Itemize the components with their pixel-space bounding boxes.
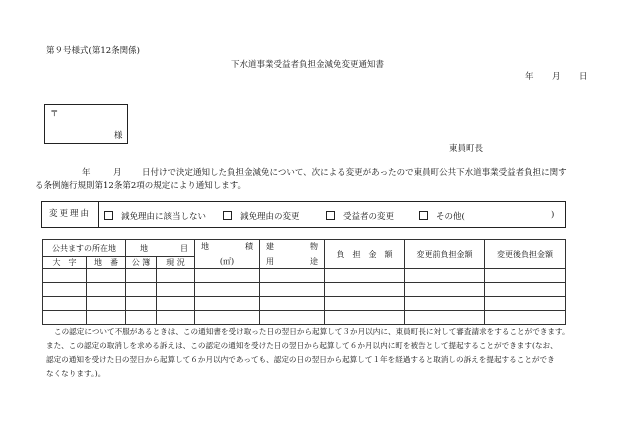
honorific: 様 [114, 131, 123, 141]
chimoku-2: 目 [180, 243, 188, 253]
cell[interactable] [260, 311, 325, 325]
header-after: 変更後負担金額 [485, 240, 566, 269]
yoto-2: 途 [310, 257, 318, 266]
cell[interactable] [405, 269, 485, 283]
note-line-2: また、この認定の取消しを求める訴えは、この認定の通知を受けた日の翌日から起算して６か月以内に町を被告として提起することができます(なお、 [46, 341, 558, 350]
issuer: 東員町長 [449, 144, 484, 154]
cell[interactable] [195, 269, 260, 283]
cell[interactable] [195, 311, 260, 325]
cell[interactable] [43, 283, 87, 297]
cell[interactable] [43, 297, 87, 311]
header-building-use [260, 240, 325, 269]
header-genkyo: 現 況 [157, 257, 195, 269]
cell[interactable] [325, 311, 405, 325]
table-row [43, 297, 566, 311]
header-kobo: 公 簿 [126, 257, 157, 269]
table-row [43, 269, 566, 283]
cell[interactable] [126, 283, 157, 297]
option-not-applicable[interactable] [104, 210, 206, 222]
cell[interactable] [87, 283, 126, 297]
property-table [42, 239, 566, 325]
cell[interactable] [87, 311, 126, 325]
cell[interactable] [485, 283, 566, 297]
option-reason-change[interactable] [223, 210, 300, 222]
option-label: 減免理由の変更 [240, 212, 300, 222]
table-row [43, 311, 566, 325]
address-box [44, 104, 128, 144]
change-reason-box [41, 201, 566, 228]
other-close-paren: ) [551, 210, 555, 220]
date-year: 年 [525, 72, 534, 82]
date-day: 日 [579, 72, 588, 82]
cell[interactable] [325, 269, 405, 283]
tatemono-1: 建 [266, 242, 274, 251]
cell[interactable] [157, 297, 195, 311]
header-chimoku [126, 240, 195, 257]
cell[interactable] [485, 297, 566, 311]
cell[interactable] [43, 269, 87, 283]
header-location: 公共ますの所在地 [43, 240, 126, 257]
cell[interactable] [87, 269, 126, 283]
cell[interactable] [485, 269, 566, 283]
cell[interactable] [157, 311, 195, 325]
body-line1: 日付けで決定通知した負担金減免について、次による変更があったので東員町公共下水道事業受益者負担に関す [142, 168, 567, 178]
body-year: 年 [82, 168, 91, 178]
cell[interactable] [260, 283, 325, 297]
chiseki-1: 地 [201, 242, 209, 251]
cell[interactable] [87, 297, 126, 311]
cell[interactable] [405, 283, 485, 297]
cell[interactable] [405, 311, 485, 325]
checkbox-icon[interactable] [419, 211, 428, 220]
option-label: その他( [436, 212, 465, 222]
cell[interactable] [405, 297, 485, 311]
cell[interactable] [325, 297, 405, 311]
cell[interactable] [260, 297, 325, 311]
checkbox-icon[interactable] [223, 211, 232, 220]
cell[interactable] [195, 283, 260, 297]
tatemono-2: 物 [310, 242, 318, 251]
option-label: 受益者の変更 [343, 212, 395, 222]
header-chiban: 地 番 [87, 257, 126, 269]
cell[interactable] [325, 283, 405, 297]
document-title: 下水道事業受益者負担金減免変更通知書 [231, 60, 385, 70]
date-month: 月 [552, 72, 561, 82]
checkbox-icon[interactable] [104, 211, 113, 220]
chiseki-2: 積 [245, 242, 253, 251]
option-label: 減免理由に該当しない [121, 212, 207, 222]
yoto-1: 用 [266, 257, 274, 266]
body-month: 月 [113, 168, 122, 178]
body-line2: る条例施行規則第12条第2項の規定により通知します。 [35, 181, 247, 191]
change-reason-label: 変更理由 [42, 202, 99, 227]
cell[interactable] [43, 311, 87, 325]
cell[interactable] [195, 297, 260, 311]
cell[interactable] [126, 269, 157, 283]
header-aza: 大 字 [43, 257, 87, 269]
cell[interactable] [126, 297, 157, 311]
cell[interactable] [260, 269, 325, 283]
note-line-1: この認定について不服があるときは、この通知書を受け取った日の翌日から起算して３か月以内に、東員町長に対して審査請求をすることができます。 [54, 327, 570, 336]
cell[interactable] [157, 283, 195, 297]
note-line-3: 認定の通知を受けた日の翌日から起算して６か月以内であっても、認定の日の翌日から起算して１年を経過すると取消しの訴えを提起することができ [46, 355, 555, 364]
postal-mark: 〒 [50, 109, 59, 119]
cell[interactable] [485, 311, 566, 325]
option-other[interactable] [419, 210, 465, 222]
option-beneficiary-change[interactable] [326, 210, 394, 222]
note-line-4: なくなります。)。 [46, 369, 106, 378]
cell[interactable] [126, 311, 157, 325]
header-before: 変更前負担金額 [405, 240, 485, 269]
cell[interactable] [157, 269, 195, 283]
header-chiseki [195, 240, 260, 269]
header-burden: 負 担 金 額 [325, 240, 405, 269]
chimoku-1: 地 [140, 243, 148, 253]
table-row [43, 283, 566, 297]
chiseki-unit: (㎡) [219, 257, 235, 266]
checkbox-icon[interactable] [326, 211, 335, 220]
form-number: 第９号様式(第12条関係) [46, 46, 140, 56]
